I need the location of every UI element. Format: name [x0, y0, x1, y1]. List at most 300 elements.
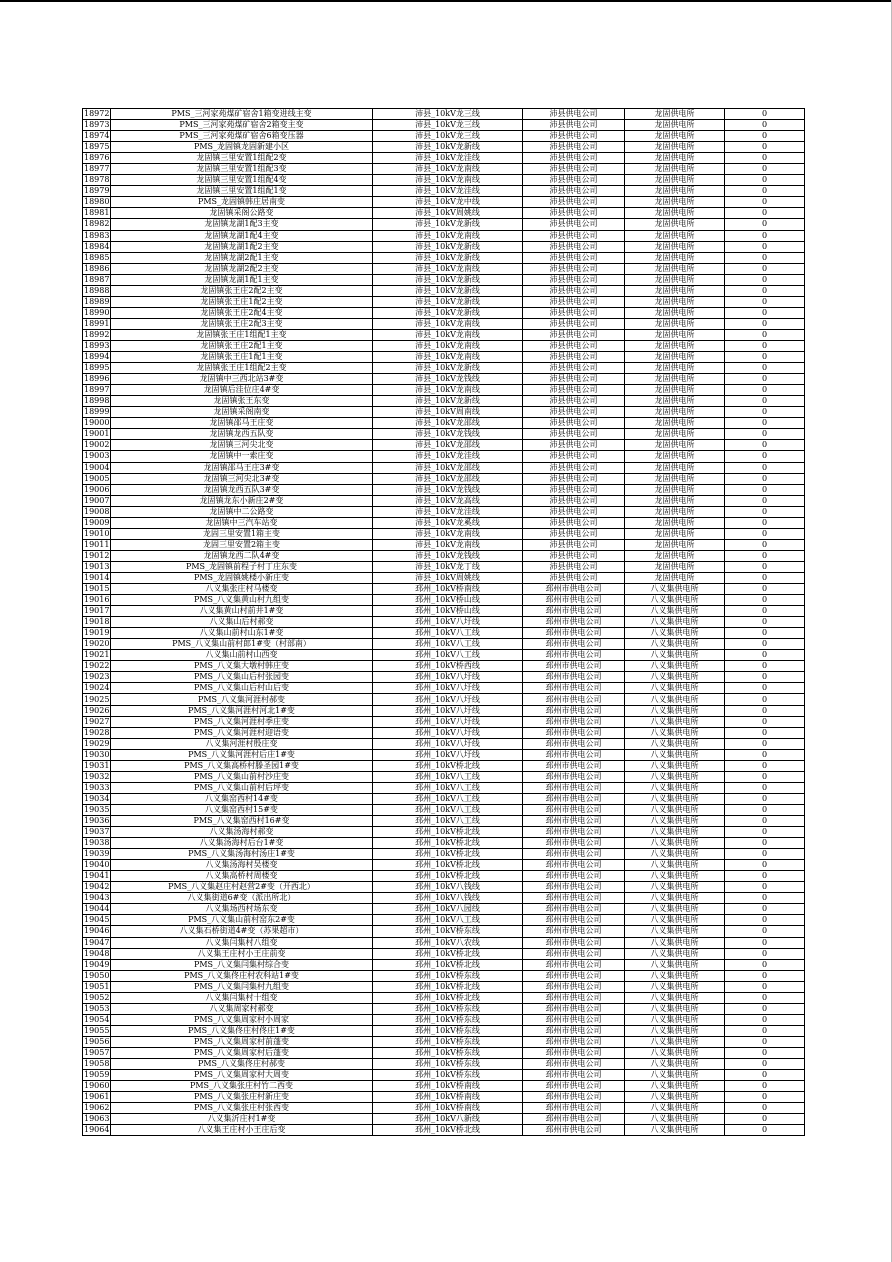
transformer-name-cell: PMS_八义集汤海村汤庄1#变 — [111, 849, 373, 860]
value-cell: 0 — [725, 429, 805, 440]
row-id-cell: 19040 — [84, 860, 110, 870]
transformer-name-cell: 龙固镇三河尖北3#变 — [111, 473, 373, 484]
row-id-cell: 19001 — [84, 429, 110, 439]
company-cell: 邳州市供电公司 — [523, 1103, 625, 1114]
company-cell: 沛县供电公司 — [523, 175, 625, 186]
station-cell: 龙固供电所 — [625, 451, 725, 462]
transformer-name-cell: PMS_八义集河涯村河北1#变 — [111, 705, 373, 716]
feeder-line-cell: 沛县_10kV龙南线 — [373, 340, 523, 351]
company-cell: 邳州市供电公司 — [523, 771, 625, 782]
station-cell: 龙固供电所 — [625, 186, 725, 197]
transformer-name-cell: PMS_八义集周家村大周变 — [111, 1070, 373, 1081]
value-cell: 0 — [725, 694, 805, 705]
station-cell: 龙固供电所 — [625, 329, 725, 340]
value-cell: 0 — [725, 285, 805, 296]
row-id-cell: 19038 — [84, 838, 110, 848]
company-cell: 邳州市供电公司 — [523, 1070, 625, 1081]
station-cell: 龙固供电所 — [625, 263, 725, 274]
table-row — [83, 639, 805, 650]
transformer-name-cell: 八义集窑西村15#变 — [111, 804, 373, 815]
transformer-name-cell: 龙固镇张王庄2配3主变 — [111, 318, 373, 329]
company-cell: 沛县供电公司 — [523, 473, 625, 484]
value-cell: 0 — [725, 153, 805, 164]
transformer-name-cell: PMS_八义集大墩村韩庄变 — [111, 661, 373, 672]
value-cell: 0 — [725, 584, 805, 595]
table-row — [83, 827, 805, 838]
station-cell: 龙固供电所 — [625, 561, 725, 572]
station-cell: 龙固供电所 — [625, 208, 725, 219]
table-row — [83, 329, 805, 340]
row-id-cell: 19023 — [84, 672, 110, 682]
value-cell: 0 — [725, 451, 805, 462]
table-row — [83, 451, 805, 462]
table-row — [83, 186, 805, 197]
feeder-line-cell: 邳州_10kV桥东线 — [373, 1014, 523, 1025]
company-cell: 邳州市供电公司 — [523, 992, 625, 1003]
value-cell: 0 — [725, 860, 805, 871]
company-cell: 沛县供电公司 — [523, 263, 625, 274]
row-id-cell: 18991 — [84, 318, 110, 328]
feeder-line-cell: 沛县_10kV龙邵线 — [373, 440, 523, 451]
row-id-cell: 18996 — [84, 374, 110, 384]
feeder-line-cell: 邳州_10kV桥北线 — [373, 948, 523, 959]
company-cell: 邳州市供电公司 — [523, 937, 625, 948]
company-cell: 沛县供电公司 — [523, 418, 625, 429]
station-cell: 龙固供电所 — [625, 120, 725, 131]
row-id-cell: 18990 — [84, 307, 110, 317]
transformer-name-cell: 龙固镇张王庄1组配2主变 — [111, 363, 373, 374]
table-row — [83, 462, 805, 473]
value-cell: 0 — [725, 871, 805, 882]
row-id-cell: 18986 — [84, 263, 110, 273]
table-row — [83, 175, 805, 186]
transformer-name-cell: 龙固镇张王庄1配2主变 — [111, 296, 373, 307]
company-cell: 沛县供电公司 — [523, 329, 625, 340]
station-cell: 八义集供电所 — [625, 1047, 725, 1058]
table-row — [83, 252, 805, 263]
table-row — [83, 661, 805, 672]
row-id-cell: 18988 — [84, 285, 110, 295]
station-cell: 八义集供电所 — [625, 1081, 725, 1092]
table-row — [83, 352, 805, 363]
station-cell: 八义集供电所 — [625, 782, 725, 793]
station-cell: 龙固供电所 — [625, 109, 725, 120]
transformer-name-cell: 龙固镇张王庄2配1主变 — [111, 340, 373, 351]
station-cell: 八义集供电所 — [625, 727, 725, 738]
table-row — [83, 595, 805, 606]
station-cell: 八义集供电所 — [625, 650, 725, 661]
feeder-line-cell: 邳州_10kV桥东线 — [373, 1025, 523, 1036]
value-cell: 0 — [725, 197, 805, 208]
value-cell: 0 — [725, 484, 805, 495]
row-id-cell: 19061 — [84, 1092, 110, 1102]
transformer-name-cell: PMS_八义集周家村后蓬变 — [111, 1047, 373, 1058]
feeder-line-cell: 沛县_10kV龙南线 — [373, 329, 523, 340]
transformer-name-cell: PMS_八义集河涯村郝变 — [111, 694, 373, 705]
feeder-line-cell: 邳州_10kV八工线 — [373, 816, 523, 827]
station-cell: 八义集供电所 — [625, 749, 725, 760]
feeder-line-cell: 沛县_10kV龙邵线 — [373, 473, 523, 484]
company-cell: 沛县供电公司 — [523, 109, 625, 120]
company-cell: 沛县供电公司 — [523, 572, 625, 583]
table-row — [83, 816, 805, 827]
transformer-table — [82, 108, 805, 1136]
value-cell: 0 — [725, 109, 805, 120]
row-id-cell: 18975 — [84, 142, 110, 152]
transformer-name-cell: 龙固镇三里安置1组配4变 — [111, 175, 373, 186]
feeder-line-cell: 沛县_10kV龙洼线 — [373, 153, 523, 164]
table-row — [83, 915, 805, 926]
company-cell: 沛县供电公司 — [523, 495, 625, 506]
feeder-line-cell: 沛县_10kV龙南线 — [373, 528, 523, 539]
transformer-name-cell: 八义集周家村郝变 — [111, 1003, 373, 1014]
value-cell: 0 — [725, 1092, 805, 1103]
feeder-line-cell: 邳州_10kV八圩线 — [373, 705, 523, 716]
company-cell: 沛县供电公司 — [523, 363, 625, 374]
feeder-line-cell: 邳州_10kV桥北线 — [373, 992, 523, 1003]
company-cell: 邳州市供电公司 — [523, 860, 625, 871]
station-cell: 龙固供电所 — [625, 296, 725, 307]
transformer-name-cell: PMS_龙固镇韩庄居南变 — [111, 197, 373, 208]
row-id-cell: 19058 — [84, 1059, 110, 1069]
company-cell: 沛县供电公司 — [523, 164, 625, 175]
company-cell: 沛县供电公司 — [523, 385, 625, 396]
transformer-name-cell: 龙固镇龙湖2配1主变 — [111, 252, 373, 263]
feeder-line-cell: 沛县_10kV龙奚线 — [373, 517, 523, 528]
value-cell: 0 — [725, 473, 805, 484]
transformer-name-cell: 八义集王庄村小王庄前变 — [111, 948, 373, 959]
feeder-line-cell: 邳州_10kV桥西线 — [373, 661, 523, 672]
row-id-cell: 19062 — [84, 1103, 110, 1113]
feeder-line-cell: 邳州_10kV桥山线 — [373, 606, 523, 617]
company-cell: 邳州市供电公司 — [523, 782, 625, 793]
station-cell: 八义集供电所 — [625, 606, 725, 617]
company-cell: 沛县供电公司 — [523, 550, 625, 561]
company-cell: 沛县供电公司 — [523, 451, 625, 462]
row-id-cell: 19059 — [84, 1070, 110, 1080]
station-cell: 八义集供电所 — [625, 672, 725, 683]
feeder-line-cell: 邳州_10kV桥东线 — [373, 1036, 523, 1047]
transformer-name-cell: 龙固三里安置2箱主变 — [111, 539, 373, 550]
company-cell: 邳州市供电公司 — [523, 584, 625, 595]
table-row — [83, 274, 805, 285]
value-cell: 0 — [725, 970, 805, 981]
company-cell: 邳州市供电公司 — [523, 672, 625, 683]
transformer-name-cell: 龙固镇龙湖1配3主变 — [111, 219, 373, 230]
feeder-line-cell: 沛县_10kV周南线 — [373, 407, 523, 418]
table-row — [83, 1047, 805, 1058]
value-cell: 0 — [725, 462, 805, 473]
company-cell: 邳州市供电公司 — [523, 738, 625, 749]
transformer-name-cell: PMS_八义集山前村窑东2#变 — [111, 915, 373, 926]
feeder-line-cell: 沛县_10kV龙邵线 — [373, 418, 523, 429]
row-id-cell: 19039 — [84, 849, 110, 859]
transformer-name-cell: 龙固镇中三西北站3#变 — [111, 374, 373, 385]
feeder-line-cell: 邳州_10kV桥东线 — [373, 1047, 523, 1058]
row-id-cell: 19050 — [84, 970, 110, 980]
station-cell: 八义集供电所 — [625, 1014, 725, 1025]
company-cell: 沛县供电公司 — [523, 230, 625, 241]
transformer-name-cell: 八义集黄山村前井1#变 — [111, 606, 373, 617]
row-id-cell: 19007 — [84, 495, 110, 505]
row-id-cell: 18993 — [84, 341, 110, 350]
company-cell: 沛县供电公司 — [523, 440, 625, 451]
table-row — [83, 219, 805, 230]
transformer-name-cell: PMS_八义集山前村沙庄变 — [111, 771, 373, 782]
row-id-cell: 19025 — [84, 694, 110, 704]
row-id-cell: 18987 — [84, 274, 110, 284]
row-id-cell: 19048 — [84, 948, 110, 958]
station-cell: 八义集供电所 — [625, 926, 725, 937]
feeder-line-cell: 邳州_10kV八圩线 — [373, 727, 523, 738]
row-id-cell: 19006 — [84, 484, 110, 494]
station-cell: 八义集供电所 — [625, 948, 725, 959]
feeder-line-cell: 邳州_10kV八工线 — [373, 804, 523, 815]
feeder-line-cell: 沛县_10kV龙高线 — [373, 495, 523, 506]
table-row — [83, 340, 805, 351]
transformer-name-cell: 龙固镇三里安置1组配3变 — [111, 164, 373, 175]
transformer-name-cell: 八义集山后村郝变 — [111, 617, 373, 628]
company-cell: 邳州市供电公司 — [523, 849, 625, 860]
company-cell: 邳州市供电公司 — [523, 827, 625, 838]
row-id-cell: 18982 — [84, 219, 110, 229]
transformer-name-cell: PMS_八义集河涯村迎语变 — [111, 727, 373, 738]
feeder-line-cell: 邳州_10kV桥南线 — [373, 1081, 523, 1092]
station-cell: 八义集供电所 — [625, 893, 725, 904]
station-cell: 龙固供电所 — [625, 219, 725, 230]
transformer-name-cell: PMS_八义集高桥村滕圣园1#变 — [111, 760, 373, 771]
table-row — [83, 539, 805, 550]
feeder-line-cell: 邳州_10kV桥南线 — [373, 584, 523, 595]
transformer-name-cell: 龙固镇采阁南变 — [111, 407, 373, 418]
transformer-name-cell: 八义集街道6#变（派出所北） — [111, 893, 373, 904]
transformer-name-cell: PMS_八义集周家村小周家 — [111, 1014, 373, 1025]
row-id-cell: 19009 — [84, 517, 110, 527]
transformer-name-cell: 八义集山前村山西变 — [111, 650, 373, 661]
company-cell: 邳州市供电公司 — [523, 606, 625, 617]
row-id-cell: 19013 — [84, 561, 110, 571]
row-id-cell: 19010 — [84, 528, 110, 538]
row-id-cell: 19019 — [84, 628, 110, 638]
company-cell: 沛县供电公司 — [523, 208, 625, 219]
row-id-cell: 19022 — [84, 661, 110, 671]
row-id-cell: 19064 — [84, 1125, 110, 1135]
table-row — [83, 617, 805, 628]
table-row — [83, 1092, 805, 1103]
value-cell: 0 — [725, 749, 805, 760]
table-row — [83, 804, 805, 815]
station-cell: 八义集供电所 — [625, 771, 725, 782]
table-row — [83, 672, 805, 683]
feeder-line-cell: 邳州_10kV八圩线 — [373, 683, 523, 694]
value-cell: 0 — [725, 915, 805, 926]
value-cell: 0 — [725, 385, 805, 396]
table-row — [83, 263, 805, 274]
feeder-line-cell: 邳州_10kV八工线 — [373, 639, 523, 650]
value-cell: 0 — [725, 661, 805, 672]
station-cell: 八义集供电所 — [625, 904, 725, 915]
table-row — [83, 882, 805, 893]
table-row — [83, 937, 805, 948]
transformer-name-cell: 八义集窑西村14#变 — [111, 793, 373, 804]
feeder-line-cell: 邳州_10kV八工线 — [373, 782, 523, 793]
feeder-line-cell: 沛县_10kV龙洼线 — [373, 451, 523, 462]
transformer-name-cell: 八义集石桥街道4#变（苏果超市） — [111, 926, 373, 937]
row-id-cell: 19046 — [84, 926, 110, 936]
value-cell: 0 — [725, 959, 805, 970]
feeder-line-cell: 邳州_10kV桥东线 — [373, 1070, 523, 1081]
station-cell: 龙固供电所 — [625, 517, 725, 528]
feeder-line-cell: 沛县_10kV龙钱线 — [373, 484, 523, 495]
feeder-line-cell: 邳州_10kV八新线 — [373, 1114, 523, 1125]
table-row — [83, 771, 805, 782]
value-cell: 0 — [725, 1081, 805, 1092]
row-id-cell: 19017 — [84, 606, 110, 616]
station-cell: 龙固供电所 — [625, 175, 725, 186]
transformer-name-cell: 龙固镇龙湖2配2主变 — [111, 263, 373, 274]
feeder-line-cell: 沛县_10kV龙新线 — [373, 363, 523, 374]
feeder-line-cell: 邳州_10kV八工线 — [373, 628, 523, 639]
value-cell: 0 — [725, 617, 805, 628]
transformer-name-cell: 龙固镇龙湖1配4主变 — [111, 230, 373, 241]
table-row — [83, 164, 805, 175]
table-row — [83, 628, 805, 639]
feeder-line-cell: 沛县_10kV龙新线 — [373, 241, 523, 252]
company-cell: 沛县供电公司 — [523, 307, 625, 318]
row-id-cell: 18972 — [84, 109, 110, 119]
value-cell: 0 — [725, 274, 805, 285]
transformer-name-cell: 龙固镇龙东小新庄2#变 — [111, 495, 373, 506]
station-cell: 八义集供电所 — [625, 595, 725, 606]
station-cell: 八义集供电所 — [625, 838, 725, 849]
company-cell: 沛县供电公司 — [523, 219, 625, 230]
value-cell: 0 — [725, 606, 805, 617]
station-cell: 八义集供电所 — [625, 1125, 725, 1136]
feeder-line-cell: 邳州_10kV桥北线 — [373, 838, 523, 849]
company-cell: 邳州市供电公司 — [523, 1036, 625, 1047]
row-id-cell: 19026 — [84, 705, 110, 715]
transformer-name-cell: PMS_八义集山前村郎1#变（村部南） — [111, 639, 373, 650]
table-row — [83, 1025, 805, 1036]
table-row — [83, 606, 805, 617]
table-row — [83, 208, 805, 219]
feeder-line-cell: 沛县_10kV龙洼线 — [373, 186, 523, 197]
row-id-cell: 19044 — [84, 904, 110, 914]
transformer-name-cell: PMS_龙固镇姚楼小新庄变 — [111, 572, 373, 583]
table-row — [83, 230, 805, 241]
value-cell: 0 — [725, 363, 805, 374]
station-cell: 八义集供电所 — [625, 661, 725, 672]
value-cell: 0 — [725, 672, 805, 683]
station-cell: 龙固供电所 — [625, 241, 725, 252]
station-cell: 龙固供电所 — [625, 396, 725, 407]
transformer-name-cell: 龙固镇龙西五队变 — [111, 429, 373, 440]
value-cell: 0 — [725, 705, 805, 716]
table-row — [83, 782, 805, 793]
value-cell: 0 — [725, 827, 805, 838]
feeder-line-cell: 沛县_10kV龙三线 — [373, 120, 523, 131]
station-cell: 八义集供电所 — [625, 760, 725, 771]
row-id-cell: 18974 — [84, 131, 110, 141]
feeder-line-cell: 沛县_10kV龙钱线 — [373, 550, 523, 561]
station-cell: 八义集供电所 — [625, 738, 725, 749]
row-id-cell: 18992 — [84, 329, 110, 339]
company-cell: 邳州市供电公司 — [523, 871, 625, 882]
table-row — [83, 904, 805, 915]
feeder-line-cell: 沛县_10kV龙南线 — [373, 230, 523, 241]
company-cell: 邳州市供电公司 — [523, 816, 625, 827]
value-cell: 0 — [725, 650, 805, 661]
row-id-cell: 19011 — [84, 539, 110, 549]
table-row — [83, 495, 805, 506]
row-id-cell: 19045 — [84, 915, 110, 925]
table-row — [83, 650, 805, 661]
company-cell: 邳州市供电公司 — [523, 904, 625, 915]
station-cell: 八义集供电所 — [625, 882, 725, 893]
value-cell: 0 — [725, 893, 805, 904]
station-cell: 龙固供电所 — [625, 407, 725, 418]
station-cell: 龙固供电所 — [625, 572, 725, 583]
row-id-cell: 19035 — [84, 804, 110, 814]
table-row — [83, 860, 805, 871]
value-cell: 0 — [725, 219, 805, 230]
company-cell: 邳州市供电公司 — [523, 716, 625, 727]
table-row — [83, 418, 805, 429]
value-cell: 0 — [725, 175, 805, 186]
station-cell: 八义集供电所 — [625, 1036, 725, 1047]
table-row — [83, 296, 805, 307]
company-cell: 邳州市供电公司 — [523, 683, 625, 694]
table-row — [83, 716, 805, 727]
feeder-line-cell: 邳州_10kV桥北线 — [373, 849, 523, 860]
row-id-cell: 19002 — [84, 440, 110, 450]
company-cell: 邳州市供电公司 — [523, 650, 625, 661]
station-cell: 八义集供电所 — [625, 915, 725, 926]
company-cell: 邳州市供电公司 — [523, 705, 625, 716]
feeder-line-cell: 沛县_10kV周姚线 — [373, 208, 523, 219]
row-id-cell: 18999 — [84, 407, 110, 417]
value-cell: 0 — [725, 340, 805, 351]
station-cell: 龙固供电所 — [625, 550, 725, 561]
value-cell: 0 — [725, 186, 805, 197]
station-cell: 龙固供电所 — [625, 473, 725, 484]
value-cell: 0 — [725, 396, 805, 407]
company-cell: 邳州市供电公司 — [523, 1081, 625, 1092]
row-id-cell: 18979 — [84, 186, 110, 196]
transformer-name-cell: 八义集高桥村周楼变 — [111, 871, 373, 882]
value-cell: 0 — [725, 1036, 805, 1047]
transformer-name-cell: 龙固镇龙西二队4#变 — [111, 550, 373, 561]
row-id-cell: 19063 — [84, 1114, 110, 1124]
value-cell: 0 — [725, 418, 805, 429]
value-cell: 0 — [725, 1103, 805, 1114]
station-cell: 八义集供电所 — [625, 804, 725, 815]
company-cell: 沛县供电公司 — [523, 241, 625, 252]
table-row — [83, 838, 805, 849]
transformer-name-cell: 龙固镇邵马王庄变 — [111, 418, 373, 429]
value-cell: 0 — [725, 307, 805, 318]
station-cell: 龙固供电所 — [625, 462, 725, 473]
value-cell: 0 — [725, 517, 805, 528]
feeder-line-cell: 沛县_10kV龙中线 — [373, 197, 523, 208]
station-cell: 龙固供电所 — [625, 352, 725, 363]
company-cell: 沛县供电公司 — [523, 561, 625, 572]
row-id-cell: 19030 — [84, 749, 110, 759]
row-id-cell: 18998 — [84, 396, 110, 406]
value-cell: 0 — [725, 904, 805, 915]
value-cell: 0 — [725, 992, 805, 1003]
feeder-line-cell: 邳州_10kV八圩线 — [373, 738, 523, 749]
